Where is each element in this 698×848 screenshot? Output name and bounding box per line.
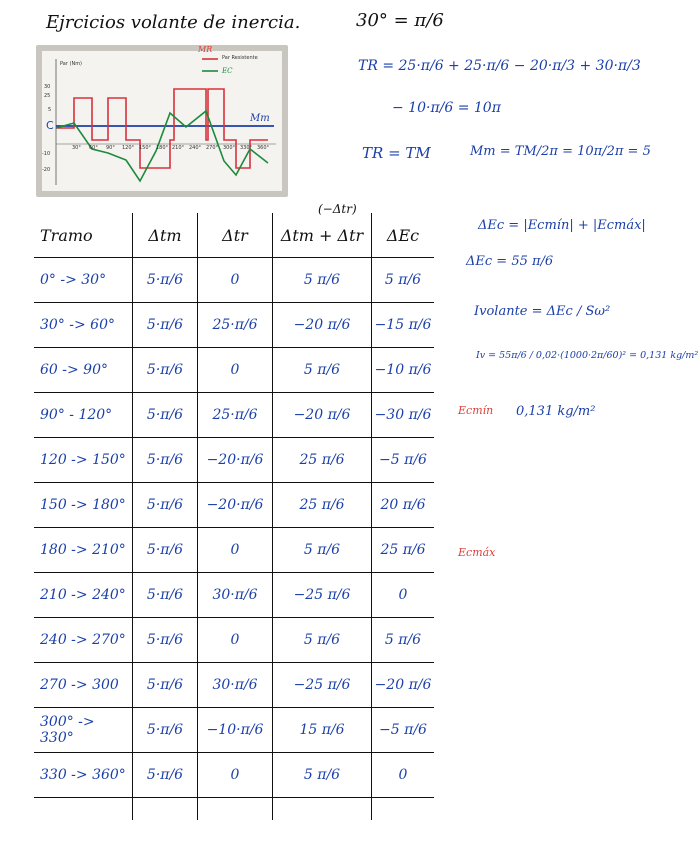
cell-dtr: 30·π/6 [198, 573, 273, 618]
cell-dtm: 5·π/6 [133, 618, 198, 663]
page-title: Ejrcicios volante de inercia. [46, 12, 301, 33]
cell-tramo: 210 -> 240° [34, 573, 133, 618]
cell-dtr: 25·π/6 [198, 303, 273, 348]
x-tick: 360° [257, 145, 270, 151]
header-dtm-plus-dtr: Δtm + Δtr [273, 213, 372, 258]
table-row [34, 483, 434, 528]
legend-ec: EC [222, 67, 233, 75]
cell-tramo: 60 -> 90° [34, 348, 133, 393]
delta-ec-definition: ΔEc = |Ecmín| + |Ecmáx| [478, 218, 646, 233]
y-tick: 25 [44, 93, 51, 99]
cell-dtr: 25·π/6 [198, 393, 273, 438]
table-row [34, 573, 434, 618]
cell-sum: 5 π/6 [273, 528, 372, 573]
table-header-row [34, 213, 434, 258]
cell-tramo: 330 -> 360° [34, 753, 133, 798]
tr-equals-tm: TR = TM [362, 144, 431, 162]
cell-dec: 0 [372, 573, 435, 618]
header-dec: ΔEc [372, 213, 435, 258]
iv-result: 0,131 kg/m² [516, 404, 596, 419]
cell-dec: −10 π/6 [372, 348, 435, 393]
x-tick: 60° [89, 145, 98, 151]
mm-equation: Mm = TM/2π = 10π/2π = 5 [470, 144, 651, 159]
cell-sum: 5 π/6 [273, 753, 372, 798]
cell-dec: 5 π/6 [372, 258, 435, 303]
minus-dtr-note: (−Δtr) [318, 202, 357, 216]
cell-tramo: 270 -> 300 [34, 663, 133, 708]
left-letter: C [46, 119, 54, 132]
x-tick: 330° [240, 145, 253, 151]
x-tick: 90° [106, 145, 115, 151]
cell-dtr: −20·π/6 [198, 483, 273, 528]
cell-sum: 5 π/6 [273, 618, 372, 663]
cell-dtm: 5·π/6 [133, 663, 198, 708]
cell-sum: −20 π/6 [273, 303, 372, 348]
delta-ec-value: ΔEc = 55 π/6 [466, 254, 554, 269]
cell-dtm: 5·π/6 [133, 348, 198, 393]
cell-sum: 15 π/6 [273, 708, 372, 753]
table-row [34, 258, 434, 303]
y-tick: 5 [48, 107, 52, 113]
cell-sum: 25 π/6 [273, 438, 372, 483]
header-dtr: Δtr [198, 213, 273, 258]
ecmax-label: Ecmáx [458, 546, 496, 559]
cell-dtr: 0 [198, 753, 273, 798]
cell-dtm: 5·π/6 [133, 528, 198, 573]
header-tramo: Tramo [34, 213, 133, 258]
x-tick: 120° [122, 145, 135, 151]
cell-dtr: 0 [198, 618, 273, 663]
table-row [34, 393, 434, 438]
exercise-table [34, 213, 434, 820]
cell-dtr: 30·π/6 [198, 663, 273, 708]
cell-dtr: 0 [198, 348, 273, 393]
y-tick: 30 [44, 84, 51, 90]
cell-dtr: −20·π/6 [198, 438, 273, 483]
cell-tramo: 30° -> 60° [34, 303, 133, 348]
table-row [34, 528, 434, 573]
table-row [34, 348, 434, 393]
cell-tramo: 180 -> 210° [34, 528, 133, 573]
table-row [34, 618, 434, 663]
cell-sum: −25 π/6 [273, 663, 372, 708]
x-tick: 150° [139, 145, 152, 151]
cell-dec: 5 π/6 [372, 618, 435, 663]
table-row [34, 753, 434, 798]
cell-dec: 0 [372, 753, 435, 798]
x-tick: 180° [156, 145, 169, 151]
cell-dec: −20 π/6 [372, 663, 435, 708]
x-tick: 210° [172, 145, 185, 151]
cell-dec: −5 π/6 [372, 438, 435, 483]
cell-sum: 25 π/6 [273, 483, 372, 528]
cell-sum: 5 π/6 [273, 348, 372, 393]
cell-tramo: 90° - 120° [34, 393, 133, 438]
cell-dtm: 5·π/6 [133, 303, 198, 348]
x-tick: 30° [72, 145, 81, 151]
cell-dtm: 5·π/6 [133, 438, 198, 483]
cell-dtm: 5·π/6 [133, 708, 198, 753]
cell-dec: 20 π/6 [372, 483, 435, 528]
chart-photo [36, 45, 288, 197]
cell-dtm: 5·π/6 [133, 393, 198, 438]
table-row [34, 663, 434, 708]
cell-sum: −25 π/6 [273, 573, 372, 618]
iv-calculation: Iv = 55π/6 / 0,02·(1000·2π/60)² = 0,131 kg/m² [476, 350, 698, 361]
cell-dec: −5 π/6 [372, 708, 435, 753]
x-tick: 270° [206, 145, 219, 151]
cell-dtm: 5·π/6 [133, 258, 198, 303]
cell-tramo: 300° -> 330° [34, 708, 133, 753]
x-tick: 300° [223, 145, 236, 151]
cell-dtr: 0 [198, 258, 273, 303]
table-row [34, 708, 434, 753]
legend-mr: MR [198, 45, 213, 54]
cell-dtm: 5·π/6 [133, 753, 198, 798]
cell-sum: −20 π/6 [273, 393, 372, 438]
header-dtm: Δtm [133, 213, 198, 258]
mm-line-label: Mm [250, 113, 270, 124]
cell-dec: 25 π/6 [372, 528, 435, 573]
angle-equivalence: 30° = π/6 [356, 10, 444, 31]
table-row [34, 303, 434, 348]
cell-tramo: 240 -> 270° [34, 618, 133, 663]
cell-dec: −30 π/6 [372, 393, 435, 438]
cell-dtr: 0 [198, 528, 273, 573]
tr-equation-line2: − 10·π/6 = 10π [392, 100, 501, 116]
table-empty-tail [34, 798, 434, 821]
table-row [34, 438, 434, 483]
cell-dec: −15 π/6 [372, 303, 435, 348]
cell-tramo: 0° -> 30° [34, 258, 133, 303]
cell-tramo: 120 -> 150° [34, 438, 133, 483]
legend-par-resistente: Par Resistente [222, 55, 258, 61]
y-tick: -10 [42, 151, 51, 157]
ivolante-formula: Ivolante = ΔEc / Sω² [474, 304, 611, 319]
y-tick: -20 [42, 167, 51, 173]
cell-dtm: 5·π/6 [133, 483, 198, 528]
ecmin-label: Ecmín [458, 404, 494, 417]
y-axis-label: Par (Nm) [60, 61, 83, 67]
cell-dtm: 5·π/6 [133, 573, 198, 618]
tr-equation-line1: TR = 25·π/6 + 25·π/6 − 20·π/3 + 30·π/3 [358, 58, 641, 74]
cell-sum: 5 π/6 [273, 258, 372, 303]
x-tick: 240° [189, 145, 202, 151]
cell-dtr: −10·π/6 [198, 708, 273, 753]
cell-tramo: 150 -> 180° [34, 483, 133, 528]
